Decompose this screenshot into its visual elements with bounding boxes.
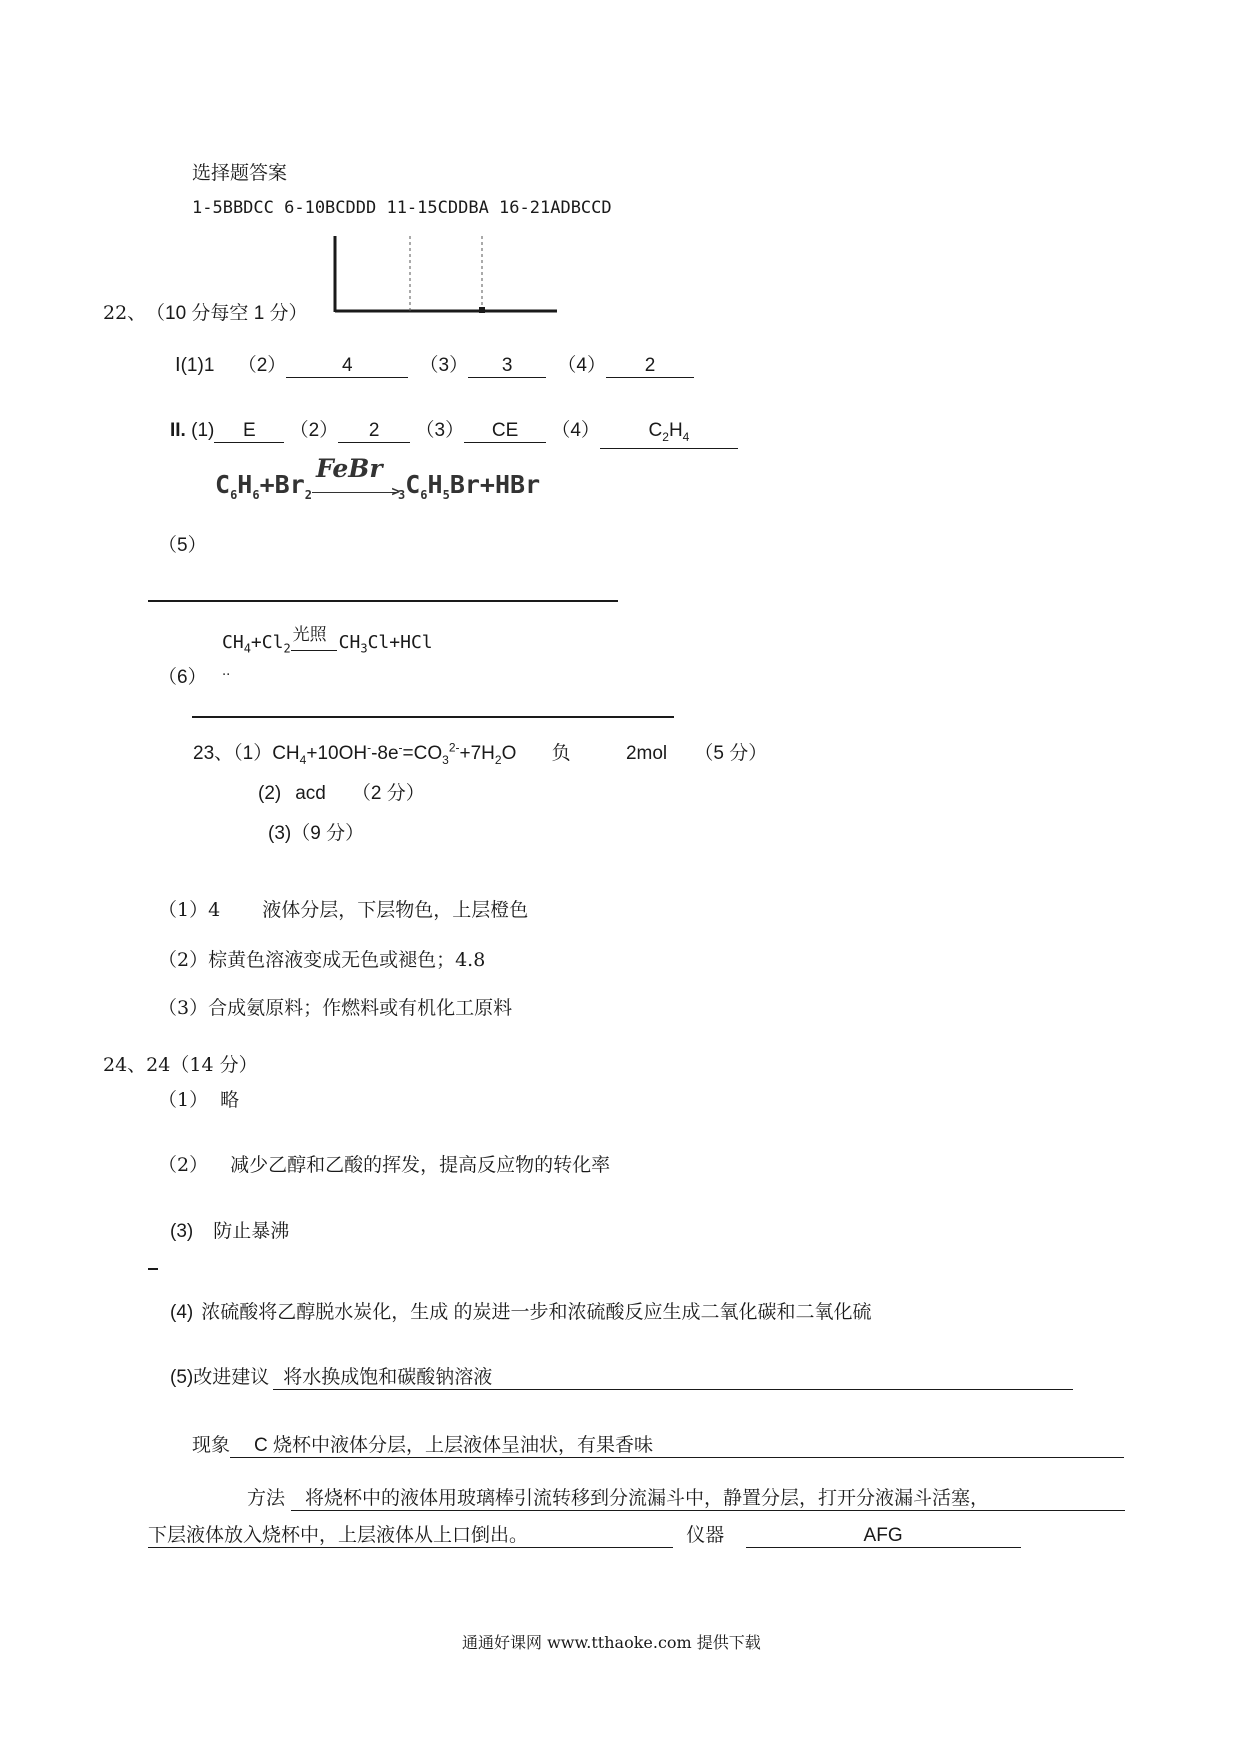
q22-p2-a4: $C_2H_4$ <box>600 420 738 449</box>
q23-sub1: （1）4 液体分层，下层物色，上层橙色 <box>158 899 529 921</box>
q24-head: 24、24（14 分） <box>103 1054 258 1076</box>
q22-eq6-condition: 光照 <box>292 625 327 645</box>
q24-p4: (4) 浓硫酸将乙醇脱水炭化，生成 的炭进一步和浓硫酸反应生成二氧化碳和二氧化硫 <box>170 1302 872 1323</box>
q24-phenomenon: 现象 C 烧杯中液体分层，上层液体呈油状，有果香味 <box>192 1430 1124 1458</box>
q22-p2-a3: CE <box>464 420 546 443</box>
q22-score: （10 分每空 1 分） <box>146 303 308 324</box>
q22-eq5: $C_6H_6+Br_2$ FeBr > $_3C_6H_5Br+HBr$ <box>215 454 541 502</box>
q22-p1-a3: 3 <box>468 355 546 378</box>
q22-line6 <box>192 716 674 718</box>
q24-method-line2: 下层液体放入烧杯中，上层液体从上口倒出。 仪器 AFG <box>148 1520 1021 1548</box>
q22-p1-n4: （4） <box>557 355 606 376</box>
q22-n6: （6） <box>158 667 207 688</box>
graph-point <box>479 307 485 313</box>
q22-eq5-catalyst: FeBr <box>315 454 383 483</box>
q22-eq6-arrow <box>291 625 339 653</box>
q22-eq6: $CH_4+Cl_2$ 光照 $CH_3Cl+HCl$ <box>222 632 433 656</box>
q22-number: 22、 <box>103 302 147 324</box>
q24-p5: (5)改进建议 将水换成饱和碳酸钠溶液 <box>170 1362 1073 1390</box>
q23-mol: 2mol <box>625 743 668 764</box>
q24-method: 方法 将烧杯中的液体用玻璃棒引流转移到分流漏斗中，静置分层，打开分液漏斗活塞， <box>247 1483 1125 1511</box>
q22-p2-n3: （3） <box>415 420 465 441</box>
q22-p2-a2: 2 <box>338 420 410 443</box>
q22-p2-a1: E <box>214 420 284 443</box>
q24-phen-answer: C 烧杯中液体分层，上层液体呈油状，有果香味 <box>230 1435 1124 1458</box>
q24-p2: （2） 减少乙醇和乙酸的挥发，提高反应物的转化率 <box>158 1154 611 1176</box>
q22-part2 <box>170 415 738 449</box>
q24-mark <box>148 1268 158 1270</box>
q22-p2-n1: (1) <box>191 420 215 441</box>
q24-method-answer-1: 将烧杯中的液体用玻璃棒引流转移到分流漏斗中，静置分层，打开分液漏斗活塞， <box>291 1488 1125 1511</box>
q22-n5: （5） <box>158 535 207 556</box>
q22-p2-lead: II. <box>170 420 186 441</box>
q22-p2-n2: （2） <box>289 420 339 441</box>
mc-title: 选择题答案 <box>192 162 288 184</box>
q24-p5-answer: 将水换成饱和碳酸钠溶液 <box>273 1367 1073 1390</box>
q22-p1-a2: 4 <box>286 355 408 378</box>
q22-eq5-arrow: FeBr > <box>312 470 398 499</box>
q23-sub3: （3）合成氨原料；作燃料或有机化工原料 <box>158 997 513 1019</box>
graph-figure <box>330 232 560 318</box>
q22-p1-lead: Ⅰ(1)1 <box>175 355 215 376</box>
q24-method-answer-2: 下层液体放入烧杯中，上层液体从上口倒出。 <box>148 1525 673 1548</box>
q24-p3: (3) 防止暴沸 <box>170 1221 290 1242</box>
q22-p2-n4: （4） <box>551 420 600 441</box>
q23-neg: 负 <box>551 743 571 764</box>
q23-sub2: （2）棕黄色溶液变成无色或褪色；4.8 <box>158 949 486 971</box>
mc-answers: 1-5BBDCC 6-10BCDDD 11-15CDDBA 16-21ADBCCD <box>192 198 612 218</box>
q22-p1-n2: （2） <box>237 355 287 376</box>
q24-instrument-answer: AFG <box>746 1525 1021 1548</box>
q24-p1: （1） 略 <box>158 1089 240 1111</box>
q22-p1-n3: （3） <box>419 355 469 376</box>
q22-part1 <box>175 350 694 378</box>
q22-line5 <box>148 600 618 602</box>
q23-equation: $CH_4+10OH^--8e^-=CO_3^{2-}+7H_2O$ <box>272 740 517 767</box>
q23-line1: 23、$(1)CH_4+10OH^--8e^-=CO_3^{2-}+7H_2O$ 负 2mol （5 分） <box>193 740 768 767</box>
footer-text: 通通好课网 www.tthaoke.com 提供下载 <box>462 1633 761 1652</box>
q23-line3: (3)（9 分） <box>268 823 365 844</box>
q23-line2: (2) acd （2 分） <box>258 783 425 804</box>
q23-score1: （5 分） <box>694 743 768 764</box>
q22-p1-a4: 2 <box>606 355 694 378</box>
q22-dots: .. <box>222 664 231 679</box>
